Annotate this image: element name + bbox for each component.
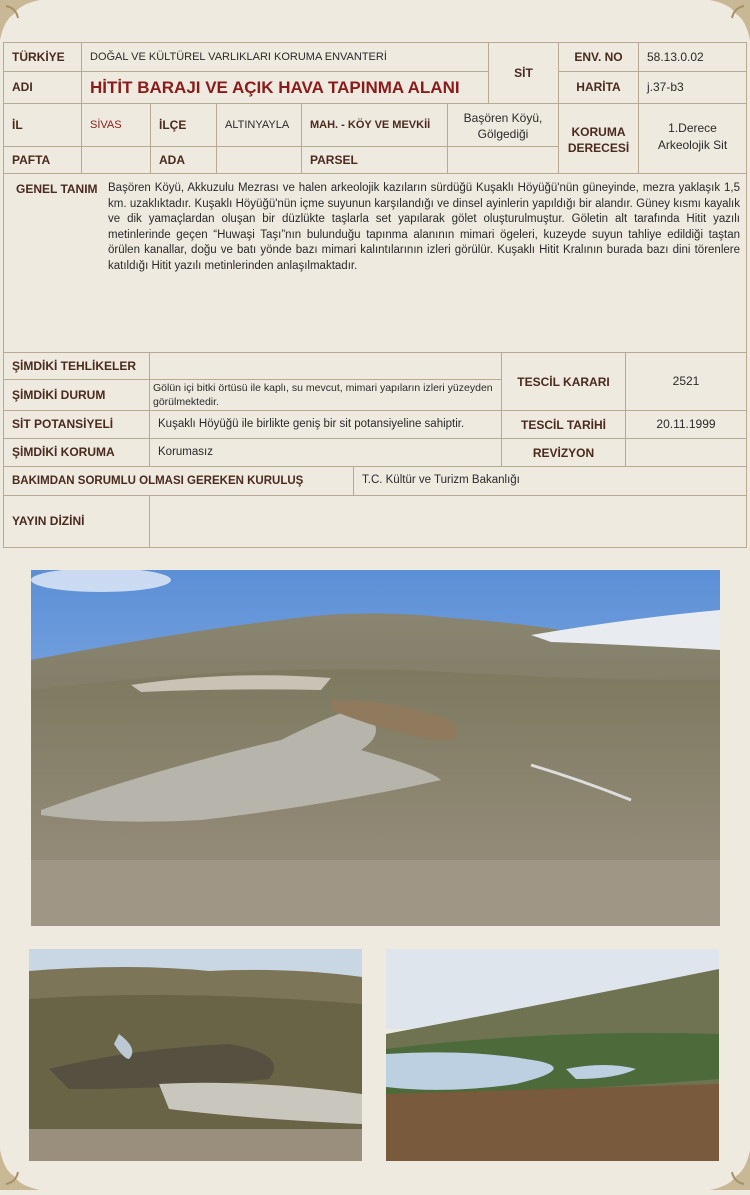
revizyon-label: REVİZYON <box>501 438 626 467</box>
koruma-derecesi-value <box>638 103 747 174</box>
corner-ornament-icon <box>0 0 40 40</box>
pafta-label: PAFTA <box>3 146 82 174</box>
il-value: SİVAS <box>81 103 151 147</box>
pafta-value <box>81 146 151 174</box>
name-label: ADI <box>3 71 82 104</box>
koruma-label: ŞİMDİKİ KORUMA <box>3 438 150 467</box>
description-section <box>3 173 747 353</box>
potansiyel-value: Kuşaklı Höyüğü ile birlikte geniş bir sit potansiyeline sahiptir. <box>149 410 502 439</box>
potansiyel-label: SİT POTANSİYELİ <box>3 410 150 439</box>
il-label: İL <box>3 103 82 147</box>
parsel-label: PARSEL <box>301 146 448 174</box>
harita-label: HARİTA <box>558 71 639 104</box>
yayin-label: YAYIN DİZİNİ <box>3 495 150 548</box>
tehlike-label: ŞİMDİKİ TEHLİKELER <box>3 352 150 380</box>
pond-photo <box>386 949 719 1161</box>
koruma-label-line: DERECESİ <box>567 141 630 155</box>
sit-label: SİT <box>488 42 559 104</box>
koruma-label-line: KORUMA <box>571 125 626 139</box>
yayin-value <box>149 495 747 548</box>
koruma-value: Korumasız <box>149 438 502 467</box>
durum-label: ŞİMDİKİ DURUM <box>3 379 150 411</box>
site-name: HİTİT BARAJI VE AÇIK HAVA TAPINMA ALANI <box>81 71 489 104</box>
env-no-label: ENV. NO <box>558 42 639 72</box>
mah-value-line: Başören Köyü, <box>463 111 543 125</box>
tescil-karari-label: TESCİL KARARI <box>501 352 626 411</box>
ilce-value: ALTINYAYLA <box>216 103 302 147</box>
parsel-value <box>447 146 559 174</box>
koruma-derecesi-label <box>558 103 639 174</box>
kurulus-value: T.C. Kültür ve Turizm Bakanlığı <box>353 466 747 496</box>
koruma-value-line: Arkeolojik Sit <box>657 138 728 152</box>
mah-value <box>447 103 559 147</box>
tescil-tarihi-label: TESCİL TARİHİ <box>501 410 626 439</box>
description-text: Başören Köyü, Akkuzulu Mezrası ve halen arkeolojik kazıların sürdüğü Kuşaklı Höyüğü'nün güneyinde, mezra yaklaşık 1,5 km. uzaklıktadır. Kuşaklı Höyüğü'nün içme suyunun karşılandığı ve dinsel ayinlerin yapıldığı bir alandır. Güney kısmı kayalık ve dik yamaçlardan oluşan bir düzlükte taşlarla set yapılarak gölet oluşturulmuştur. Göletin alt tarafında Hitit yazılı metinlerinde geçen “Huwaşi Taşı”nın bulunduğu tapınma alanının mimari ögeleri, kuzeyde suyun tahliye edildiği taştan örülen kanallar, doğu ve batı yönde bazı mimari kalıntılarının izleri görülür. Kuşaklı Hitit Kralının burada bazı dini törenlere katıldığı Hitit yazılı metinlerinden anlaşılmaktadır. <box>108 182 740 272</box>
tescil-karari-value: 2521 <box>625 352 747 411</box>
revizyon-value <box>625 438 747 467</box>
tehlike-value <box>149 352 502 380</box>
tescil-tarihi-value: 20.11.1999 <box>625 410 747 439</box>
country-label: TÜRKİYE <box>3 42 82 72</box>
kurulus-label: BAKIMDAN SORUMLU OLMASI GEREKEN KURULUŞ <box>3 466 354 496</box>
corner-ornament-icon <box>710 0 750 40</box>
canal-photo <box>29 949 362 1161</box>
mah-value-line: Gölgediği <box>477 127 529 141</box>
mah-label: MAH. - KÖY VE MEVKİİ <box>301 103 448 147</box>
description-label: GENEL TANIM <box>16 182 98 196</box>
main-landscape-photo <box>31 570 720 926</box>
durum-value: Gölün içi bitki örtüsü ile kaplı, su mevcut, mimari yapıların izleri yüzeyden görülmektedir. <box>149 379 502 411</box>
ada-value <box>216 146 302 174</box>
env-no-value: 58.13.0.02 <box>638 42 747 72</box>
ada-label: ADA <box>150 146 217 174</box>
ilce-label: İLÇE <box>150 103 217 147</box>
koruma-value-line: 1.Derece <box>668 121 717 135</box>
harita-value: j.37-b3 <box>638 71 747 104</box>
inventory-title: DOĞAL VE KÜLTÜREL VARLIKLARI KORUMA ENVANTERİ <box>81 42 489 72</box>
